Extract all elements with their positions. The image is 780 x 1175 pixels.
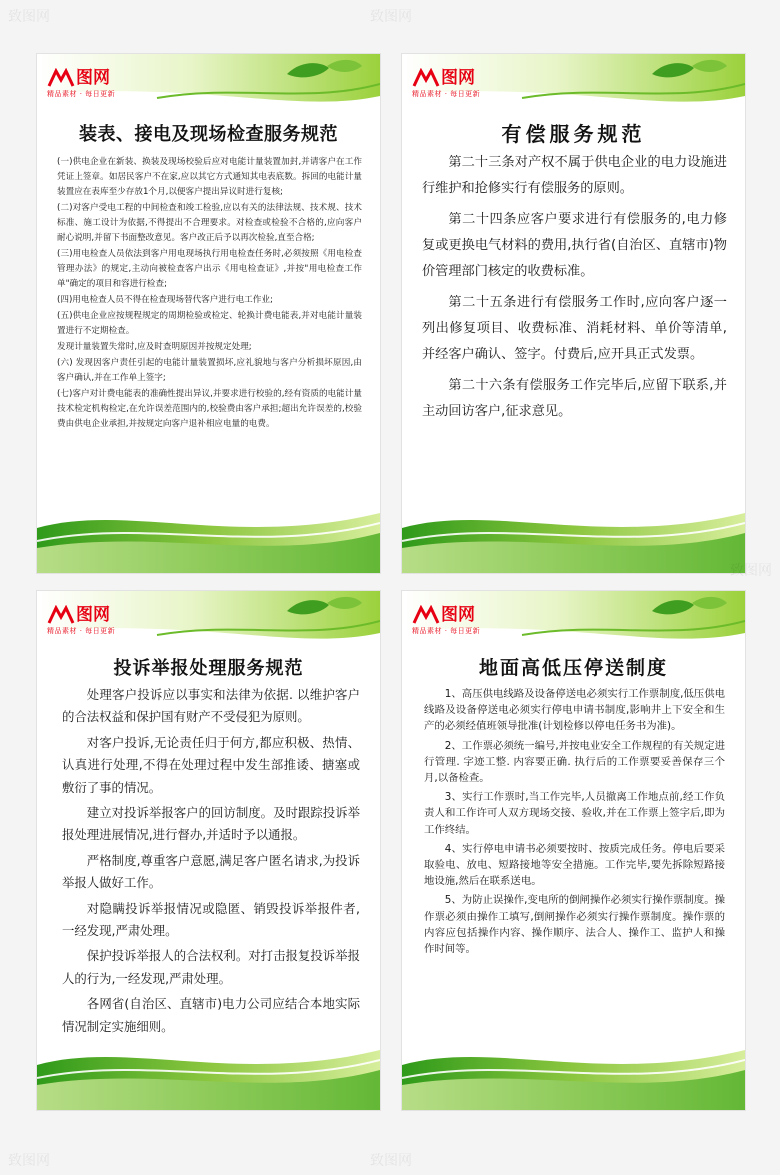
bottom-wave-decoration <box>37 1030 380 1110</box>
paragraph: 各网省(自治区、直辖市)电力公司应结合本地实际情况制定实施细则。 <box>62 996 360 1034</box>
logo-tagline: 精品素材 · 每日更新 <box>412 90 481 98</box>
paragraph: 处理客户投诉应以事实和法律为依据. 以维护客户的合法权益和保护国有财产不受侵犯为原则。 <box>62 687 360 725</box>
panel-body <box>62 684 360 1041</box>
sign-panel-2 <box>402 54 745 573</box>
logo <box>47 605 115 636</box>
paragraph: 3、实行工作票时,当工作完毕,人员撤离工作地点前,经工作负责人和工作许可人双方现场交接、验收,并在工作票上签字后,即为工作终结。 <box>424 791 725 836</box>
logo <box>412 605 480 636</box>
panel-body <box>57 155 362 433</box>
watermark: 致图网 <box>370 1153 412 1169</box>
logo-tagline: 精品素材 · 每日更新 <box>47 627 116 635</box>
watermark: 致图网 <box>730 563 772 579</box>
paragraph: 1、高压供电线路及设备停送电必须实行工作票制度,低压供电线路及设备停送电必须实行停电申请书制度,影响井上下安全和生产的必须经值班领导批准(计划检修以停电任务书为准)。 <box>424 688 725 733</box>
logo-name: 图网 <box>76 605 110 625</box>
paragraph: 发现计量装置失常时,应及时查明原因并按规定处理; <box>57 342 252 352</box>
logo-tagline: 精品素材 · 每日更新 <box>412 627 481 635</box>
bottom-wave-decoration <box>402 493 745 573</box>
logo <box>412 68 480 99</box>
watermark: 致图网 <box>8 1153 50 1169</box>
panel-body <box>422 150 727 430</box>
panel-title: 有偿服务规范 <box>501 122 646 146</box>
paragraph: 第二十六条有偿服务工作完毕后,应留下联系,并主动回访客户,征求意见。 <box>422 378 727 419</box>
sign-panel-4 <box>402 591 745 1110</box>
logo-mark-icon <box>47 68 75 88</box>
logo-tagline: 精品素材 · 每日更新 <box>47 90 116 98</box>
sign-panel-3 <box>37 591 380 1110</box>
watermark: 致图网 <box>370 9 412 25</box>
logo-mark-icon <box>412 605 440 625</box>
paragraph: 对客户投诉,无论责任归于何方,都应积极、热情、认真进行处理,不得在处理过程中发生部推诿、搪塞或敷衍了事的情况。 <box>62 734 360 795</box>
paragraph: 第二十三条对产权不属于供电企业的电力设施进行维护和抢修实行有偿服务的原则。 <box>422 155 727 196</box>
paragraph: 2、工作票必须统一编号,并按电业安全工作规程的有关规定进行管理. 字迹工整. 内容要正确. 执行后的工作票要妥善保存三个月,以备检查。 <box>424 739 725 785</box>
paragraph: 第二十四条应客户要求进行有偿服务的,电力修复或更换电气材料的费用,执行省(自治区、直辖市)物价管理部门核定的收费标准。 <box>422 212 727 279</box>
paragraph: (四)用电检查人员不得在检查现场替代客户进行电工作业; <box>57 295 273 305</box>
paragraph: 对隐瞒投诉举报情况或隐匿、销毁投诉举报件者,一经发现,严肃处理。 <box>62 900 360 939</box>
paragraph: 保护投诉举报人的合法权利。对打击报复投诉举报人的行为,一经发现,严肃处理。 <box>62 948 360 986</box>
paragraph: (三)用电检查人员依法到客户用电现场执行用电检查任务时,必须按照《用电检查管理办法》的规定,主动向被检查客户出示《用电检查证》,并按"用电检查工作单"确定的项目和容进行检查; <box>57 249 362 289</box>
paragraph: 建立对投诉举报客户的回访制度。及时跟踪投诉举报处理进展情况,进行督办,并适时予以通报。 <box>62 805 360 843</box>
paragraph: (七)客户对计费电能表的准确性提出异议,并要求进行校验的,经有资质的电能计量技术检定机构检定,在允许误差范围内的,校验费由客户承担;超出允许误差的,校验费由供电企业承担,并按规定向客户退补相应电量的电费。 <box>57 389 362 429</box>
paragraph: 第二十五条进行有偿服务工作时,应向客户逐一列出修复项目、收费标准、消耗材料、单价等清单,并经客户确认、签字。付费后,应开具正式发票。 <box>422 295 727 362</box>
panel-title: 投诉举报处理服务规范 <box>113 658 304 679</box>
paragraph: 严格制度,尊重客户意愿,满足客户匿名请求,为投诉举报人做好工作。 <box>62 852 360 891</box>
paragraph: 5、为防止误操作,变电所的倒闸操作必须实行操作票制度。操作票必须由操作工填写,倒闸操作必须实行操作票制度。操作票的内容应包括操作内容、操作顺序、法合人、操作工、监护人和操作时间等。 <box>424 894 725 956</box>
paragraph: (二)对客户受电工程的中间检查和竣工检验,应以有关的法律法规、技术规、技术标准、施工设计为依据,不得提出不合理要求。对检查或检验不合格的,应向客户耐心说明,并留下书面整改意见。客户改正后予以再次检验,直至合格; <box>57 203 362 243</box>
bottom-wave-decoration <box>37 493 380 573</box>
watermark: 致图网 <box>8 9 50 25</box>
sign-panel-1 <box>37 54 380 573</box>
logo-name: 图网 <box>76 68 110 88</box>
paragraph: 4、实行停电申请书必须要按时、按质完成任务。停电后要采取验电、放电、短路接地等安全措施。工作完毕,要先拆除短路接地设施,然后在联系送电。 <box>424 842 725 888</box>
panel-body <box>424 686 725 960</box>
panel-title: 地面高低压停送制度 <box>478 657 668 679</box>
logo-mark-icon <box>47 605 75 625</box>
bottom-wave-decoration <box>402 1030 745 1110</box>
logo-name: 图网 <box>441 68 475 88</box>
panel-title: 装表、接电及现场检查服务规范 <box>79 124 338 145</box>
paragraph: (一)供电企业在新装、换装及现场校验后应对电能计量装置加封,并请客户在工作凭证上签章。如居民客户不在家,应以其它方式通知其电表底数。拆回的电能计量装置应在表库至少存放1个月,以便客户提出异议时进行复核; <box>57 157 362 197</box>
logo-name: 图网 <box>441 605 475 625</box>
logo-mark-icon <box>412 68 440 88</box>
logo <box>47 68 115 99</box>
paragraph: (五)供电企业应按规程规定的周期检验或检定、轮换计费电能表,并对电能计量装置进行不定期检查。 <box>57 311 362 336</box>
paragraph: (六) 发现因客户责任引起的电能计量装置损坏,应礼貌地与客户分析损坏原因,由客户确认,并在工作单上签字; <box>57 358 362 383</box>
